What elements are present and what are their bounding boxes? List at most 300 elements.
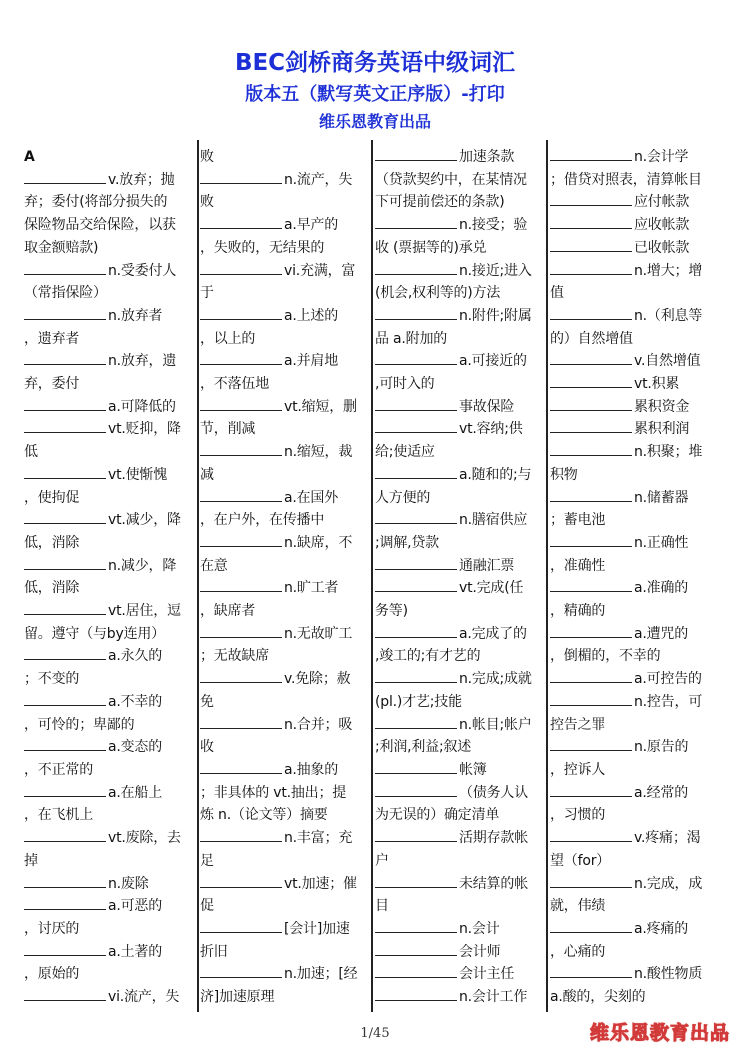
definition-text: a.随和的;与	[459, 466, 532, 483]
definition-text: a.可降低的	[108, 398, 176, 415]
answer-blank	[550, 691, 632, 706]
vocab-entry	[375, 350, 547, 373]
vocab-entry	[550, 668, 728, 691]
answer-blank	[375, 555, 457, 570]
vocab-entry	[550, 532, 728, 555]
vocab-entry	[375, 577, 547, 600]
vocab-continuation	[375, 487, 547, 510]
definition-text: n.会计工作	[459, 989, 528, 1006]
definition-text: 活期存款帐	[459, 830, 528, 847]
answer-blank	[550, 373, 632, 388]
vocab-continuation	[24, 237, 196, 260]
vocab-continuation	[200, 191, 370, 214]
vocab-entry	[24, 986, 196, 1009]
vocab-entry	[375, 396, 547, 419]
definition-text: vt.废除，去	[108, 830, 181, 847]
definition-text: 下可提前偿还的条款)	[375, 194, 505, 211]
vocab-continuation	[550, 169, 728, 192]
answer-blank	[200, 214, 282, 229]
definition-text: n.放弃，遗	[108, 353, 177, 370]
answer-blank	[200, 350, 282, 365]
answer-blank	[550, 577, 632, 592]
definition-text: 已收帐款	[634, 239, 690, 256]
definition-text: 积物	[550, 466, 578, 483]
vocab-continuation	[550, 555, 728, 578]
answer-blank	[375, 464, 457, 479]
answer-blank	[550, 736, 632, 751]
vocab-entry	[550, 396, 728, 419]
document-subtitle: 版本五（默写英文正序版）-打印	[245, 84, 505, 105]
vocab-continuation	[24, 282, 196, 305]
vocab-entry	[24, 941, 196, 964]
definition-text: 弃，委付	[24, 376, 80, 393]
answer-blank	[375, 873, 457, 888]
vocab-continuation	[200, 895, 370, 918]
answer-blank	[375, 623, 457, 638]
vocab-continuation	[375, 237, 547, 260]
definition-text: n.积聚；堆	[634, 444, 703, 461]
definition-text: 人方便的	[375, 489, 431, 506]
definition-text: a.抽象的	[284, 761, 339, 778]
definition-text: n.流产，失	[284, 171, 353, 188]
vocab-continuation	[200, 509, 370, 532]
answer-blank	[24, 509, 106, 524]
answer-blank	[550, 146, 632, 161]
answer-blank	[375, 577, 457, 592]
definition-text: a.疼痛的	[634, 920, 689, 937]
definition-text: a.可恶的	[108, 898, 163, 915]
definition-text: 折旧	[200, 943, 228, 960]
vocab-continuation	[24, 191, 196, 214]
definition-text: ，心痛的	[550, 943, 606, 960]
vocab-continuation	[375, 373, 547, 396]
vocab-entry	[375, 941, 547, 964]
definition-text: n.（利息等	[634, 307, 703, 324]
answer-blank	[24, 941, 106, 956]
publisher-line: 维乐恩教育出品	[318, 112, 431, 131]
definition-text: vt.居住，逗	[108, 603, 181, 620]
vocab-continuation	[200, 282, 370, 305]
definition-text: ，讨厌的	[24, 920, 80, 937]
vocab-entry	[24, 418, 196, 441]
definition-text: ；不变的	[24, 671, 80, 688]
definition-text: 累积资金	[634, 398, 690, 415]
definition-text: 值	[550, 285, 564, 302]
vocab-entry	[200, 169, 370, 192]
answer-blank	[550, 532, 632, 547]
definition-text: ；无故缺席	[200, 648, 269, 665]
column-divider	[197, 140, 199, 1012]
definition-text: 在意	[200, 557, 228, 574]
vocab-entry	[375, 668, 547, 691]
definition-text: 加速条款	[459, 149, 515, 165]
vocab-entry	[550, 418, 728, 441]
answer-blank	[24, 827, 106, 842]
vocab-entry	[375, 146, 547, 169]
answer-blank	[200, 668, 282, 683]
answer-blank	[200, 963, 282, 978]
vocab-entry	[375, 873, 547, 896]
vocab-entry	[24, 260, 196, 283]
vocab-entry	[24, 464, 196, 487]
definition-text: 累积利润	[634, 421, 690, 438]
definition-text: 低	[24, 444, 38, 461]
vocab-entry	[375, 214, 547, 237]
vocab-continuation	[200, 850, 370, 873]
vocab-entry	[375, 509, 547, 532]
definition-text: ，可怜的；卑鄙的	[24, 716, 135, 733]
vocab-continuation	[375, 282, 547, 305]
vocab-continuation	[550, 986, 728, 1009]
definition-text: vt.减少，降	[108, 512, 181, 529]
vocab-entry	[24, 555, 196, 578]
definition-text: 弃；委付(将部分损失的	[24, 194, 168, 211]
answer-blank	[200, 305, 282, 320]
definition-text: （贷款契约中，在某情况	[375, 171, 527, 188]
definition-text: (机会,权利等的)方法	[375, 285, 501, 302]
definition-text: ；非具体的 vt.抽出；提	[200, 784, 347, 801]
vocab-continuation	[200, 782, 370, 805]
vocab-entry	[375, 714, 547, 737]
definition-text: ，缺席者	[200, 603, 256, 620]
page-number: 1/45	[360, 1026, 390, 1041]
vocab-continuation	[200, 986, 370, 1009]
answer-blank	[24, 169, 106, 184]
vocab-continuation	[24, 328, 196, 351]
vocab-entry	[375, 782, 547, 805]
vocab-entry	[24, 169, 196, 192]
vocab-entry	[24, 509, 196, 532]
definition-text: n.缺席，不	[284, 534, 353, 551]
answer-blank	[375, 918, 457, 933]
answer-blank	[550, 305, 632, 320]
answer-blank	[375, 418, 457, 433]
vocab-continuation	[24, 146, 196, 169]
vocab-continuation	[24, 963, 196, 986]
definition-text: n.接受；验	[459, 217, 528, 234]
vocab-entry	[200, 487, 370, 510]
definition-text: 务等)	[375, 603, 408, 620]
answer-blank	[550, 191, 632, 206]
vocab-continuation	[550, 464, 728, 487]
definition-text: n.废除	[108, 875, 149, 892]
vocab-continuation	[550, 600, 728, 623]
definition-text: ，控诉人	[550, 761, 606, 778]
vocab-entry	[375, 260, 547, 283]
vocab-entry	[550, 191, 728, 214]
vocab-entry	[200, 532, 370, 555]
definition-text: n.丰富；充	[284, 830, 353, 847]
definition-text: (pl.)才艺;技能	[375, 693, 462, 710]
vocab-entry	[24, 782, 196, 805]
answer-blank	[375, 782, 457, 797]
definition-text: v.自然增值	[634, 353, 701, 370]
vocab-entry	[200, 260, 370, 283]
vocab-column-4	[550, 142, 728, 1010]
definition-text: a.经常的	[634, 784, 689, 801]
vocab-continuation	[550, 328, 728, 351]
definition-text: n.受委付人	[108, 262, 177, 279]
definition-text: n.接近;进入	[459, 262, 532, 279]
vocab-entry	[200, 396, 370, 419]
definition-text: n.完成，成	[634, 875, 703, 892]
vocab-continuation	[375, 532, 547, 555]
definition-text: vt.完成(任	[459, 580, 524, 597]
vocab-entry	[24, 645, 196, 668]
definition-text: n.储蓄器	[634, 489, 689, 506]
answer-blank	[200, 441, 282, 456]
definition-text: vt.容纳;供	[459, 421, 523, 438]
answer-blank	[550, 963, 632, 978]
vocab-entry	[550, 623, 728, 646]
definition-text: vt.使惭愧	[108, 466, 168, 483]
definition-text: 低，消除	[24, 580, 80, 597]
answer-blank	[550, 237, 632, 252]
answer-blank	[200, 396, 282, 411]
vocab-continuation	[375, 600, 547, 623]
vocab-entry	[375, 986, 547, 1009]
document-title: BEC剑桥商务英语中级词汇	[234, 50, 516, 76]
definition-text: 炼 n.（论文等）摘要	[200, 807, 328, 824]
vocab-continuation	[24, 373, 196, 396]
vocab-entry	[550, 487, 728, 510]
vocab-entry	[24, 305, 196, 328]
definition-text: a.土著的	[108, 943, 163, 960]
definition-text: n.正确性	[634, 534, 689, 551]
answer-blank	[550, 827, 632, 842]
definition-text: 就，伟绩	[550, 898, 606, 915]
definition-text: vt.积累	[634, 376, 680, 393]
vocab-entry	[550, 237, 728, 260]
definition-text: ;调解,贷款	[375, 534, 439, 551]
definition-text: ，失败的，无结果的	[200, 239, 325, 256]
definition-text: ，倒楣的，不幸的	[550, 648, 661, 665]
definition-text: ，原始的	[24, 966, 80, 983]
answer-blank	[24, 260, 106, 275]
vocab-entry	[550, 736, 728, 759]
definition-text: 保险物品交给保险，以获	[24, 217, 176, 234]
vocab-continuation	[24, 214, 196, 237]
definition-text: n.合并；吸	[284, 716, 353, 733]
vocab-continuation	[200, 237, 370, 260]
definition-text: n.增大；增	[634, 262, 703, 279]
answer-blank	[24, 600, 106, 615]
definition-text: n.附件;附属	[459, 307, 532, 324]
definition-text: ,竣工的;有才艺的	[375, 648, 481, 665]
definition-text: 户	[375, 852, 389, 869]
vocab-entry	[375, 555, 547, 578]
definition-text: a.永久的	[108, 648, 163, 665]
answer-blank	[375, 827, 457, 842]
vocab-continuation	[200, 691, 370, 714]
vocab-column-2	[200, 142, 370, 1010]
vocab-continuation	[24, 759, 196, 782]
definition-text: v.免除；赦	[284, 671, 351, 688]
answer-blank	[200, 577, 282, 592]
vocab-entry	[24, 736, 196, 759]
vocab-entry	[375, 759, 547, 782]
definition-text: v.疼痛；渴	[634, 830, 701, 847]
answer-blank	[24, 305, 106, 320]
definition-text: a.酸的，尖刻的	[550, 989, 646, 1006]
vocab-entry	[200, 759, 370, 782]
vocab-continuation	[200, 418, 370, 441]
vocab-continuation	[24, 441, 196, 464]
column-divider	[371, 140, 373, 1012]
definition-text: a.准确的	[634, 580, 689, 597]
vocab-entry	[200, 305, 370, 328]
definition-text: n.减少，降	[108, 557, 177, 574]
vocab-continuation	[375, 191, 547, 214]
definition-text: 的）自然增值	[550, 330, 633, 347]
vocab-continuation	[375, 895, 547, 918]
answer-blank	[375, 963, 457, 978]
vocab-entry	[200, 623, 370, 646]
definition-text: （债务人认	[459, 784, 528, 801]
definition-text: a.可控告的	[634, 671, 702, 688]
answer-blank	[24, 986, 106, 1001]
definition-text: 品 a.附加的	[375, 330, 448, 347]
definition-text: （常指保险）	[24, 285, 107, 302]
vocab-continuation	[375, 850, 547, 873]
vocab-continuation	[24, 532, 196, 555]
answer-blank	[550, 418, 632, 433]
answer-blank	[24, 873, 106, 888]
definition-text: 收	[200, 739, 214, 756]
definition-text: 败	[200, 149, 214, 165]
answer-blank	[550, 918, 632, 933]
definition-text: vi.流产，失	[108, 989, 180, 1006]
vocab-entry	[200, 577, 370, 600]
vocab-entry	[24, 396, 196, 419]
answer-blank	[550, 350, 632, 365]
answer-blank	[200, 623, 282, 638]
answer-blank	[200, 260, 282, 275]
answer-blank	[200, 532, 282, 547]
answer-blank	[550, 782, 632, 797]
definition-text: [会计]加速	[284, 920, 350, 937]
vocab-entry	[200, 827, 370, 850]
vocab-entry	[375, 305, 547, 328]
vocab-entry	[24, 600, 196, 623]
answer-blank	[550, 441, 632, 456]
definition-text: ，不正常的	[24, 761, 93, 778]
definition-text: ，在户外，在传播中	[200, 512, 325, 529]
definition-text: ;利润,利益;叙述	[375, 739, 472, 756]
vocab-entry	[375, 963, 547, 986]
definition-text: ，在飞机上	[24, 807, 93, 824]
vocab-entry	[24, 691, 196, 714]
definition-text: 事故保险	[459, 398, 515, 415]
definition-text: ，精确的	[550, 603, 606, 620]
definition-text: 留。遵守（与by连用）	[24, 625, 165, 642]
definition-text: 低，消除	[24, 534, 80, 551]
definition-text: n.放弃者	[108, 307, 163, 324]
definition-text: ，不落伍地	[200, 376, 269, 393]
answer-blank	[375, 350, 457, 365]
vocab-continuation	[24, 714, 196, 737]
vocab-continuation	[24, 487, 196, 510]
vocab-entry	[550, 373, 728, 396]
answer-blank	[375, 214, 457, 229]
definition-text: 会计师	[459, 943, 501, 960]
answer-blank	[200, 714, 282, 729]
vocab-continuation	[200, 328, 370, 351]
definition-text: a.不幸的	[108, 693, 163, 710]
answer-blank	[375, 396, 457, 411]
definition-text: n.帐目;帐户	[459, 716, 532, 733]
vocab-continuation	[200, 600, 370, 623]
definition-text: a.上述的	[284, 307, 339, 324]
vocab-continuation	[550, 645, 728, 668]
vocab-continuation	[24, 577, 196, 600]
definition-text: a.在国外	[284, 489, 339, 506]
definition-text: a.并肩地	[284, 353, 339, 370]
answer-blank	[550, 873, 632, 888]
vocab-entry	[200, 668, 370, 691]
vocab-entry	[550, 146, 728, 169]
vocab-entry	[550, 214, 728, 237]
vocab-entry	[200, 714, 370, 737]
definition-text: vi.充满，富	[284, 262, 356, 279]
definition-text: ；借贷对照表，清算帐目	[550, 171, 702, 188]
vocab-continuation	[550, 941, 728, 964]
answer-blank	[550, 214, 632, 229]
definition-text: a.遭咒的	[634, 625, 689, 642]
definition-text: A	[24, 149, 35, 165]
definition-text: n.控告，可	[634, 693, 703, 710]
vocab-entry	[200, 918, 370, 941]
vocab-entry	[550, 827, 728, 850]
answer-blank	[24, 350, 106, 365]
vocab-column-1	[24, 142, 196, 1010]
vocab-entry	[200, 350, 370, 373]
answer-blank	[24, 645, 106, 660]
vocab-entry	[24, 350, 196, 373]
vocab-entry	[375, 623, 547, 646]
vocab-entry	[24, 827, 196, 850]
vocab-continuation	[24, 918, 196, 941]
vocab-entry	[375, 464, 547, 487]
vocab-entry	[550, 577, 728, 600]
vocab-entry	[550, 963, 728, 986]
definition-text: a.可接近的	[459, 353, 527, 370]
vocab-entry	[550, 260, 728, 283]
vocab-continuation	[200, 736, 370, 759]
definition-text: n.加速；[经	[284, 966, 358, 983]
vocab-continuation	[375, 736, 547, 759]
answer-blank	[200, 169, 282, 184]
definition-text: ,可时入的	[375, 376, 435, 393]
definition-text: ，遗弃者	[24, 330, 80, 347]
definition-text: n.无故旷工	[284, 625, 353, 642]
answer-blank	[550, 260, 632, 275]
answer-blank	[24, 895, 106, 910]
vocab-entry	[550, 873, 728, 896]
answer-blank	[24, 782, 106, 797]
answer-blank	[200, 759, 282, 774]
answer-blank	[375, 714, 457, 729]
definition-text: 足	[200, 852, 214, 869]
vocab-entry	[550, 918, 728, 941]
answer-blank	[375, 668, 457, 683]
definition-text: 目	[375, 898, 389, 915]
vocab-continuation	[550, 759, 728, 782]
vocab-continuation	[200, 464, 370, 487]
vocab-continuation	[375, 169, 547, 192]
answer-blank	[200, 827, 282, 842]
definition-text: v.放弃；抛	[108, 171, 175, 188]
